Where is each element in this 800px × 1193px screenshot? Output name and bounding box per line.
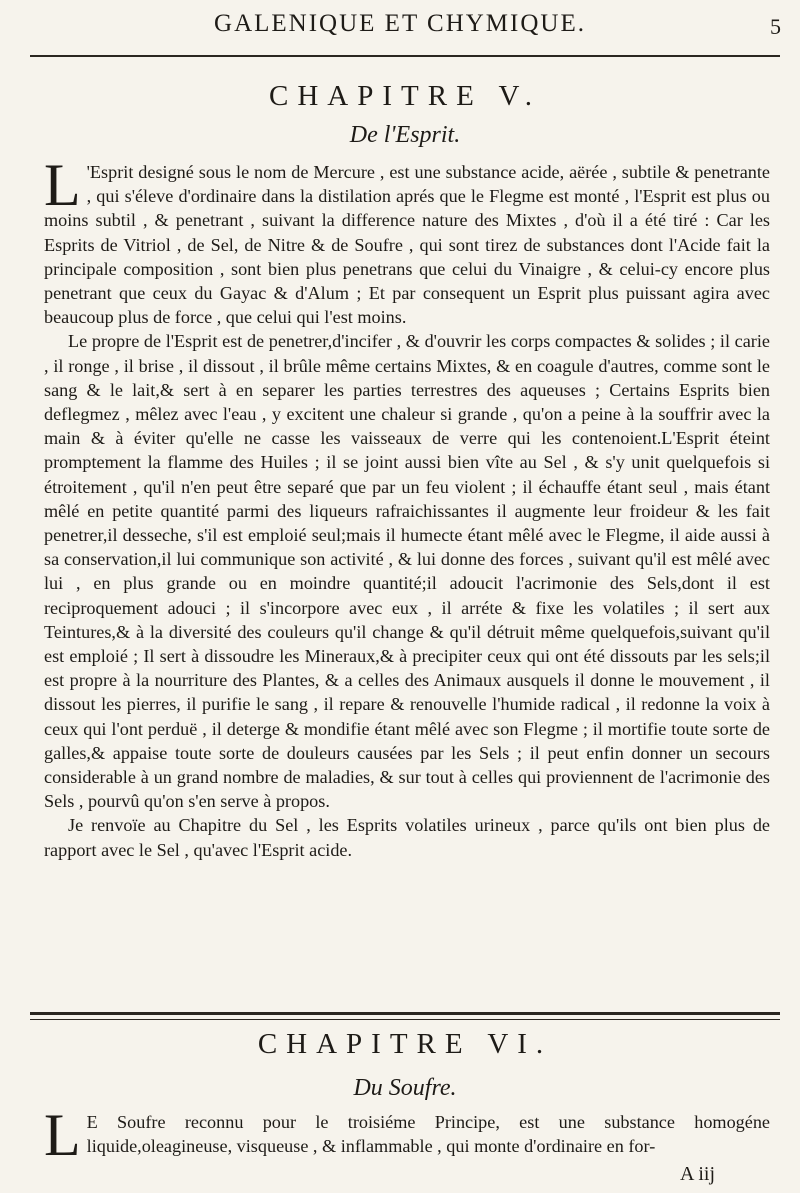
drop-cap: L xyxy=(44,1102,81,1168)
section-rule xyxy=(30,1012,780,1020)
book-page xyxy=(30,0,785,1193)
paragraph-text: E Soufre reconnu pour le troisiéme Principe, est une substance homogéne liquide,oleagineuse, visqueuse , & inflammable , qui monte d'ordinaire en for- xyxy=(86,1112,770,1157)
chapter-v-title: De l'Esprit. xyxy=(349,122,461,148)
chapter-vi-title: Du Soufre. xyxy=(353,1075,457,1101)
drop-cap: L xyxy=(44,152,81,218)
chapter-vi-heading: CHAPITRE VI. xyxy=(257,1028,553,1060)
chapter-vi-body xyxy=(44,1102,770,1168)
chapter-v-body xyxy=(44,152,770,862)
page-number: 5 xyxy=(770,14,781,39)
running-head: GALENIQUE ET CHYMIQUE. xyxy=(214,10,586,37)
paragraph-text: 'Esprit designé sous le nom de Mercure , est une substance acide, aërée , subtile & penetrante , qui s'éleve d'ordinaire dans la distilation aprés que le Flegme est monté , l'Esprit est plus ou moins subtil , & penetrant , suivant la difference nature des Mixtes , d'où il a été tiré : Car les Esprits de Vitriol , de Sel, de Nitre & de Soufre , qui sont tirez de substances dont l'Acide fait la principale composition , sont bien plus penetrans que celui du Vinaigre , & celui-cy encore plus penetrant que ceux du Gayac & d'Alum ; Et par consequent un Esprit plus puissant agira avec beaucoup plus de force , que celui qui l'est moins. xyxy=(44,162,770,328)
chapter-v-paragraph xyxy=(44,152,770,329)
chapter-v-paragraph: Le propre de l'Esprit est de penetrer,d'incifer , & d'ouvrir les corps compactes & solides ; il carie , il ronge , il brise , il dissout , il brûle même certains Mixtes, & en coagule d'autres, comme sont le sang & le lait,& sert à en separer les parties terrestres des aqueuses ; Certains Esprits bien deflegmez , mêlez avec l'eau , y excitent une chaleur si grande , qu'on a peine à la souffrir avec la main & à éviter qu'elle ne casse les vaisseaux de verre qui les contenoient.L'Esprit éteint promptement la flamme des Huiles ; il se joint aussi bien vîte au Sel , & s'y unit quelquefois si étroitement , qu'il n'en peut être separé que par un feu violent ; il échauffe étant seul , mais étant mêlé en petite quantité parmi des liqueurs rafraichissantes il augmente leur froideur & les fait penetrer,il desseche, s'il est emploié seul;mais il humecte étant mêlé avec le Flegme, il aide aussi à sa conservation,il lui communique son activité , & lui donne des forces , suivant qu'il est mêlé avec lui , en plus grande ou en moindre quantité;il adoucit l'acrimonie des Sels,dont il est reciproquement adouci ; il s'incorpore avec eux , il arréte & fixe les volatiles ; il sert aux Teintures,& à la diversité des couleurs qu'il change & qu'il détruit même quelquefois,suivant qu'il est emploié ; Il sert à dissoudre les Mineraux,& à precipiter ceux qui ont été dissouts par les sels;il est propre à la nourriture des Plantes, & a celles des Animaux ausquels il donne le mouvement , il dissout les pierres, il purifie le sang , il repare & renouvelle l'humide radical , il redonne la voix à ceux qui l'ont perduë , il deterge & mondifie étant mêlé avec son Flegme ; il mortifie toute sorte de galles,& appaise toute sorte de douleurs causées par les Sels ; il peut enfin donner un secours considerable à un grand nombre de maladies, & sur tout à celles qui proviennent de l'acrimonie des Sels , pourvû qu'on s'en serve à propos. xyxy=(44,331,770,812)
chapter-vi-paragraph xyxy=(44,1102,770,1168)
header-rule xyxy=(30,55,780,57)
chapter-v-paragraph: Je renvoïe au Chapitre du Sel , les Esprits volatiles urineux , parce qu'ils ont bien plus de rapport avec le Sel , qu'avec l'Esprit acide. xyxy=(44,815,770,860)
signature-mark: A iij xyxy=(680,1163,716,1185)
chapter-v-heading: CHAPITRE V. xyxy=(269,80,541,112)
